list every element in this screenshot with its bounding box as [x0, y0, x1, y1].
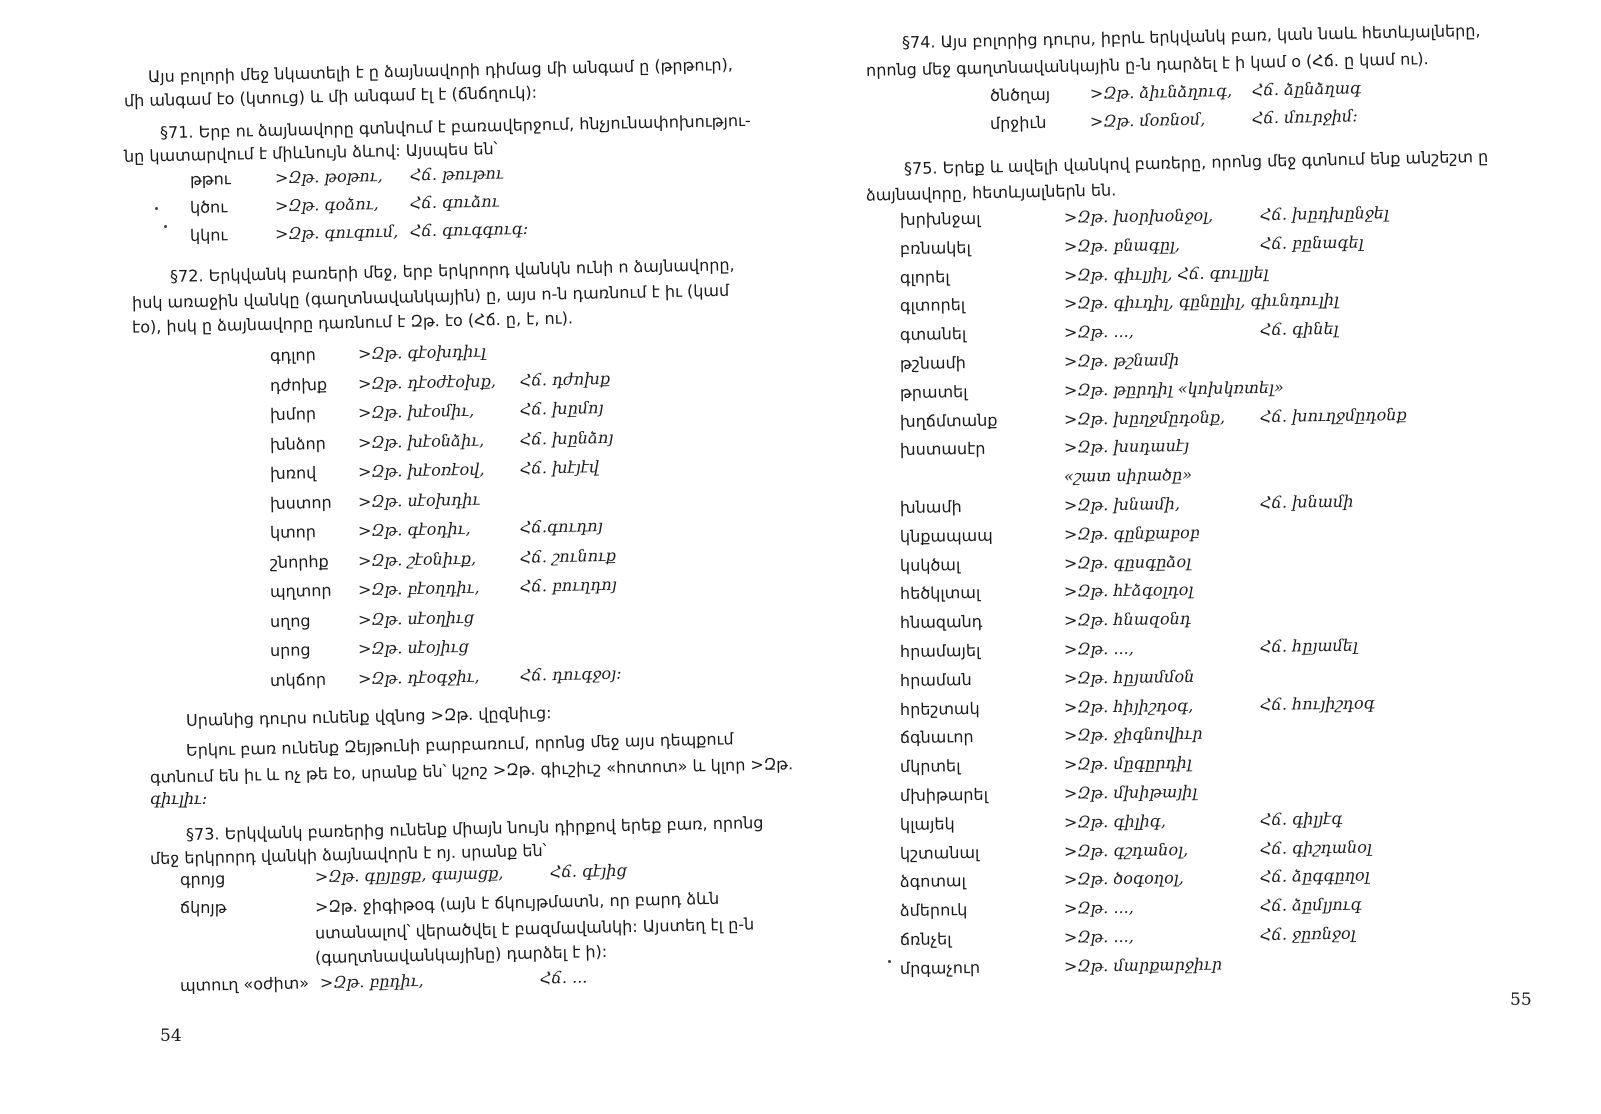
zeitun-form: >Զթ. գըյըցք, գայացք,: [314, 863, 504, 887]
hadjin-form: Հճ. հույիշդօգ: [1259, 692, 1375, 714]
zeitun-form: >Զթ. գիւդիլ, գընըլիլ, գիւնդուլիլ: [1063, 290, 1339, 314]
dialect-word: գդլոր: [269, 345, 316, 365]
zeitun-form: >Զթ. մարքարջիւր: [1063, 954, 1223, 976]
zeitun-form: >Զթ. խնամի,: [1063, 494, 1180, 515]
hadjin-form: Հճ. խուղջմըդօնք: [1259, 404, 1407, 426]
hadjin-form: Հճ. թութու: [409, 163, 504, 185]
hadjin-form: Հճ. խընձոյ: [519, 427, 614, 449]
zeitun-form: >Զթ. մըգըրդիլ: [1063, 753, 1192, 774]
zeitun-form: >Զթ. դէօժէօխք,: [357, 370, 497, 393]
zeitun-form: >Զթ. խէօնձիւ,: [357, 430, 485, 452]
dialect-word: թրատել: [899, 381, 968, 402]
hadjin-form: Հճ. հըյամել: [1259, 635, 1358, 656]
hadjin-form: Հճ. գիշդանօլ: [1259, 837, 1372, 858]
dialect-word: ճկոյթ: [180, 898, 227, 917]
dialect-word: ձմերուկ: [899, 900, 968, 921]
dialect-word: խրխնջալ: [899, 208, 981, 229]
dialect-word: մրջիւն: [989, 112, 1047, 133]
dialect-word: հեծկլտալ: [899, 583, 981, 604]
s72-line-1: §72. Երկվանկ բառերի մեջ, երբ երկրորդ վանկն ունի ո ձայնավորը,: [169, 255, 735, 286]
zeitun-form: >Զթ. մօռնօմ,: [1089, 109, 1206, 131]
zeitun-form: >Զթ. հըյամմօն: [1063, 666, 1195, 688]
s75-line-2: ձայնավորը, հետևյալներն են.: [865, 180, 1117, 205]
zeitun-form: >Զթ. բըդիւ,: [319, 970, 424, 993]
hadjin-form: Հճ. բընագել: [1259, 232, 1364, 253]
hadjin-form: Հճ. խէյէվ: [519, 457, 600, 478]
s72-line-2: իսկ առաջին վանկը (գաղտնավանկային) ը, այս ո-ն դառնում է իւ (կամ: [131, 280, 730, 313]
dialect-word: խնամի: [899, 497, 962, 517]
hadjin-form: Հճ. խըմոյ: [519, 398, 604, 419]
hadjin-form: Հճ. բուղդոյ: [519, 574, 617, 596]
hadjin-form: Հճ. մուրջիմ:: [1251, 106, 1358, 128]
scan-speck: [164, 225, 167, 228]
dialect-word: խղճմտանք: [899, 410, 998, 431]
dialect-word: բռնակել: [899, 237, 971, 258]
zeitun-form: >Զթ. գօձու,: [274, 194, 379, 216]
s73-b-line-1: >Զթ. ջիգիթօգ (այն է ճկույթմատն, որ բարդ ձևն: [314, 888, 720, 917]
scan-speck: [155, 207, 158, 210]
zeitun-form: >Զթ. դէօգջիւ,: [357, 666, 480, 688]
dialect-word: սղոց: [269, 610, 311, 631]
zeitun-form: >Զթ. հնազօնդ: [1063, 609, 1192, 630]
zeitun-form: >Զթ. թօթու,: [274, 165, 383, 188]
zeitun-form: >Զթ. սէօղիւց: [357, 607, 475, 629]
dialect-word: թթու: [189, 169, 231, 189]
hadjin-form: Հճ. գիլյէգ: [1259, 808, 1343, 829]
dialect-word: խնձոր: [269, 433, 326, 454]
zeitun-form: >Զթ. գէօդիւ,: [357, 518, 471, 541]
zeitun-form: >Զթ. գիլիգ,: [1063, 811, 1167, 832]
zeitun-form: >Զթ. ձիւնձղուգ,: [1089, 80, 1233, 103]
page-number: 54: [160, 1026, 182, 1046]
zeitun-form: >Զթ. ...,: [1063, 321, 1134, 342]
zeitun-form: >Զթ. գիւլյիլ, Հճ. գուլլյել: [1063, 262, 1269, 285]
dialect-word: խստասէր: [899, 439, 986, 460]
dialect-word: ճգնաւոր: [899, 727, 974, 748]
intro-line-1: Այս բոլորի մեջ նկատելի է ը ձայնավորի դիմաց մի անգամ ը (թրթուր),: [147, 54, 734, 87]
dialect-word: կտոր: [269, 522, 317, 542]
s71-line-1: §71. Երբ ու ձայնավորը գտնվում է բառավերջում, հնչյունափոխությու-: [159, 110, 751, 143]
zeitun-form: >Զթ. գշդանօլ,: [1063, 839, 1189, 861]
hadjin-form: Հճ. ձընձղագ: [1251, 78, 1362, 100]
dialect-word: գրոյց: [179, 869, 226, 889]
intro-line-2: մի անգամ էօ (կտուց) և մի անգամ էլ է (ճնճղուկ):: [123, 82, 538, 111]
left-page: [0, 0, 800, 1114]
s73-b-line-2: ստանալով՝ վերածվել է բազմավանկի: Այստեղ էլ ը-ն: [314, 914, 755, 943]
s73-b-line-3: (գաղտնավանկայինը) դարձել է ի):: [314, 941, 608, 968]
dialect-word: կլայեկ: [899, 814, 955, 834]
zeitun-form: >Զթ. ...,: [1063, 926, 1134, 947]
zeitun-form: >Զթ. հէձգօլդօլ: [1063, 580, 1194, 602]
zeitun-form: >Զթ. խըղջմըդօնք,: [1063, 407, 1226, 429]
zeitun-form: >Զթ. գըսգըձօլ: [1063, 551, 1192, 573]
dialect-word: տկճոր: [269, 669, 327, 690]
dialect-word: կկու: [189, 225, 228, 245]
dialect-word: թշնամի: [899, 353, 966, 373]
dialect-word: գտանել: [899, 324, 967, 345]
zeitun-form: >Զթ. սէօխդիւ: [357, 489, 481, 511]
dialect-word: հրեշտակ: [899, 698, 980, 719]
dialect-word: հնազանդ: [899, 612, 983, 633]
hadjin-form: Հճ. գէյից: [549, 860, 627, 882]
s75-line-1: §75. Երեք և ավելի վանկով բառերը, որոնց մեջ գտնում ենք անշեշտ ը: [903, 146, 1489, 179]
zeitun-form: >Զթ. շէօնիւք,: [357, 548, 477, 570]
dialect-word: խմոր: [269, 404, 317, 424]
dialect-word: պտուղ «օժիտ»: [179, 973, 310, 995]
zeitun-form: >Զթ. գէօխդիւլ: [357, 341, 487, 364]
s71-line-2: նը կատարվում է միևնույն ձևով: Այսպես են՝: [123, 139, 498, 166]
dialect-word: մրգաչուր: [899, 957, 981, 978]
dialect-word: սրոց: [269, 640, 311, 660]
zeitun-form: «շատ սիրածը»: [1063, 465, 1193, 486]
two-words-line-1: Երկու բառ ունենք Զեյթունի բարբառում, որոնց մեջ այս դեպքում: [185, 729, 734, 760]
hadjin-form: Հճ. ձըգգըղօլ: [1259, 865, 1370, 887]
hadjin-form: Հճ. գուձու: [409, 191, 500, 213]
zeitun-form: >Զթ. ծօգօղօլ,: [1063, 868, 1184, 890]
dialect-word: ձգոտալ: [899, 871, 967, 892]
zeitun-form: >Զթ. խօրխօնջօլ,: [1063, 205, 1214, 227]
hadjin-form: Հճ. ձըմլյուգ: [1259, 894, 1362, 916]
hadjin-form: Հճ. ...: [539, 967, 588, 988]
zeitun-form: >Զթ. խէօռէօվ,: [357, 459, 485, 482]
dialect-word: գլտորել: [899, 295, 966, 316]
hadjin-form: Հճ. գինել: [1259, 319, 1339, 340]
scan-speck: [888, 960, 891, 963]
dialect-word: խռով: [269, 463, 317, 483]
dialect-word: կսկծալ: [899, 554, 961, 575]
s73-line-2: մեջ երկրորդ վանկի ձայնավորն է ոյ. սրանք են՝: [149, 840, 547, 869]
dialect-word: ճռնչել: [899, 929, 952, 949]
zeitun-form: >Զթ. խսդասէյ: [1063, 436, 1190, 458]
dialect-word: հրամայել: [899, 640, 981, 661]
hadjin-form: Հճ. ջըռնջօլ: [1259, 923, 1356, 944]
dialect-word: ծնծղայ: [989, 84, 1051, 105]
zeitun-form: >Զթ. մխիթայիլ: [1063, 781, 1198, 803]
zeitun-form: >Զթ. գընքաբօբ: [1063, 522, 1200, 544]
zeitun-form: >Զթ. թշնամի: [1063, 350, 1180, 371]
zeitun-form: >Զթ. բնագըլ,: [1063, 234, 1181, 256]
zeitun-form: >Զթ. ...,: [1063, 897, 1134, 918]
zeitun-form: >Զթ. հիյիշդօգ,: [1063, 695, 1194, 717]
zeitun-form: >Զթ. սէօյիւց: [357, 636, 469, 659]
hadjin-form: Հճ. դժոխք: [519, 368, 611, 390]
two-words-line-2: գտնում են իւ և ոչ թե էօ, սրանք են՝ կշոշ >Զթ. գիւշիւշ «հոտոտ» և կլոր >Զթ.: [149, 754, 794, 787]
zeitun-form: >Զթ. խէօմիւ,: [357, 400, 475, 423]
hadjin-form: Հճ. դուգջօյ:: [519, 663, 622, 685]
dialect-word: հրաման: [899, 669, 972, 690]
dialect-word: շնորհք: [269, 551, 329, 572]
hadjin-form: Հճ. խնամի: [1259, 491, 1354, 512]
dialect-word: խստոր: [269, 492, 332, 513]
dialect-word: դժոխք: [269, 374, 328, 395]
zeitun-form: >Զթ. բէօղդիւ,: [357, 577, 480, 600]
dialect-word: պղտոր: [269, 580, 332, 601]
hadjin-form: Հճ. գուգգուգ:: [409, 218, 529, 241]
dialect-word: մխիթարել: [899, 784, 989, 805]
exception-line: Սրանից դուրս ունենք վզնոց >Զթ. վըզնիւց:: [185, 703, 552, 730]
page-number: 55: [1510, 990, 1532, 1010]
hadjin-form: Հճ.գուդոյ: [519, 516, 603, 537]
dialect-word: մկրտել: [899, 756, 961, 777]
dialect-word: կշտանալ: [899, 842, 980, 863]
hadjin-form: Հճ. խըդխընջել: [1259, 203, 1389, 224]
dialect-word: գլորել: [899, 266, 950, 287]
zeitun-form: >Զթ. ջիգնովիւր: [1063, 724, 1203, 746]
two-words-line-3: գիւլիւ:: [150, 789, 208, 808]
zeitun-form: >Զթ. գուգում,: [274, 221, 399, 244]
right-page: [800, 0, 1601, 1114]
s72-line-3: էօ), իսկ ը ձայնավորը դառնում է Զթ. էօ (Հճ. ը, է, ու).: [131, 308, 574, 337]
s74-line-2: որոնց մեջ գաղտնավանկային ը-ն դարձել է ի կամ օ (Հճ. ը կամ ու).: [865, 49, 1429, 80]
s74-line-1: §74. Այս բոլորից դուրս, իբրև երկվանկ բառ, կան նաև հետևյալները,: [901, 20, 1481, 53]
zeitun-form: >Զթ. ...,: [1063, 638, 1134, 659]
zeitun-form: >Զթ. թըրդիլ «կոխկռտել»: [1063, 377, 1284, 400]
hadjin-form: Հճ. շունուք: [519, 545, 617, 567]
dialect-word: կնքապապ: [899, 525, 993, 546]
s73-line-1: §73. Երկվանկ բառերից ունենք միայն նույն դիրքով երեք բառ, որոնց: [185, 812, 764, 845]
dialect-word: կծու: [189, 197, 228, 217]
